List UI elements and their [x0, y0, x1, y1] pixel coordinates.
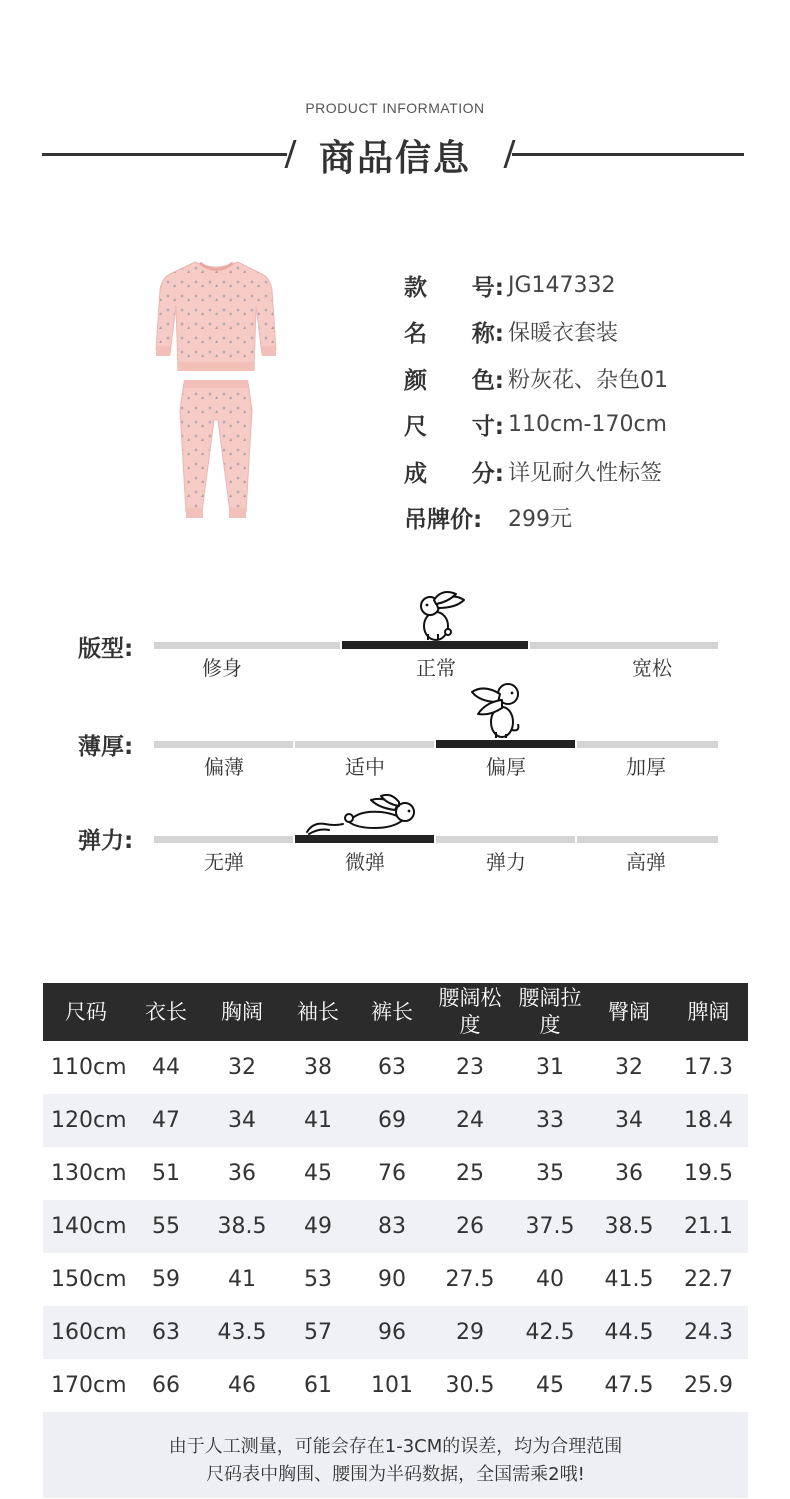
- measurement-cell: 41: [281, 1094, 355, 1147]
- measurement-cell: 27.5: [445, 1267, 495, 1292]
- size-cell: 160cm: [43, 1306, 129, 1359]
- measurement-cell: 24: [429, 1094, 511, 1147]
- measurement-cell: 69: [355, 1094, 429, 1147]
- product-image: [150, 250, 282, 530]
- size-table: [43, 983, 748, 1412]
- measurement-cell: 66: [152, 1373, 180, 1398]
- size-cell: 110cm: [51, 1055, 127, 1080]
- page-title: 商品信息: [318, 138, 471, 179]
- scale-track-elasticity: [154, 836, 718, 843]
- info-value: JG147332: [508, 272, 616, 298]
- size-cell: 170cm: [51, 1373, 127, 1398]
- info-value: 详见耐久性标签: [508, 460, 663, 486]
- measurement-cell: 26: [429, 1200, 511, 1253]
- scale-segment: [530, 642, 718, 649]
- measurement-cell: 45: [304, 1161, 332, 1186]
- measurement-cell: 36: [615, 1161, 643, 1186]
- scale-option: 修身: [202, 656, 242, 680]
- measurement-cell: 36: [228, 1161, 256, 1186]
- measurement-cell: 61: [304, 1373, 332, 1398]
- scale-option: 高弹: [626, 850, 666, 874]
- scale-option: 加厚: [626, 755, 666, 779]
- column-header: 袖长: [281, 983, 355, 1041]
- measurement-cell: 41.5: [604, 1267, 654, 1292]
- scale-option: 弹力: [486, 850, 526, 874]
- header-rule-right: [512, 153, 744, 156]
- info-value: 保暖衣套装: [508, 321, 619, 347]
- measurement-cell: 96: [355, 1306, 429, 1359]
- scale-segment: [295, 741, 434, 748]
- scale-track-thickness: [154, 741, 718, 748]
- scale-segment: [577, 836, 718, 843]
- measurement-cell: 76: [378, 1161, 406, 1186]
- measurement-cell: 101: [371, 1373, 413, 1398]
- measurement-cell: 44: [152, 1055, 180, 1080]
- size-cell: 150cm: [51, 1267, 127, 1292]
- column-header: 衣长: [129, 983, 203, 1041]
- scale-option: 宽松: [632, 656, 672, 680]
- measurement-cell: 47.5: [604, 1373, 654, 1398]
- measurement-cell: 63: [378, 1055, 406, 1080]
- measurement-cell: 19.5: [684, 1161, 733, 1186]
- scale-option: 正常: [416, 656, 456, 680]
- measurement-cell: 32: [615, 1055, 643, 1080]
- measurement-cell: 37.5: [511, 1200, 589, 1253]
- measurement-cell: 32: [228, 1055, 256, 1080]
- measurement-note: [43, 1412, 748, 1498]
- scale-option: 偏厚: [486, 755, 526, 779]
- measurement-cell: 41: [228, 1267, 256, 1292]
- measurement-cell: 40: [536, 1267, 564, 1292]
- column-header: 腰阔松度: [429, 983, 511, 1041]
- info-key: 尺 寸:: [404, 414, 504, 441]
- measurement-cell: 57: [281, 1306, 355, 1359]
- scale-segment: [154, 642, 340, 649]
- scale-segment-selected: [436, 740, 575, 748]
- info-row-style-no: [404, 262, 774, 309]
- measurement-cell: 18.4: [669, 1094, 748, 1147]
- measurement-cell: 35: [536, 1161, 564, 1186]
- size-table-header: [43, 983, 748, 1041]
- header-subtitle: PRODUCT INFORMATION: [305, 100, 485, 116]
- info-row-composition: [404, 448, 774, 495]
- measurement-cell: 33: [511, 1094, 589, 1147]
- scale-label-thickness: 薄厚:: [78, 734, 134, 760]
- size-cell: 120cm: [43, 1094, 129, 1147]
- column-header: 裤长: [355, 983, 429, 1041]
- header-rule-left: [42, 153, 287, 156]
- measurement-cell: 51: [152, 1161, 180, 1186]
- measurement-cell: 59: [152, 1267, 180, 1292]
- measurement-cell: 22.7: [684, 1267, 733, 1292]
- measurement-cell: 63: [129, 1306, 203, 1359]
- table-row: [43, 1253, 748, 1306]
- scale-segment-selected: [295, 835, 434, 843]
- measurement-cell: 25: [456, 1161, 484, 1186]
- measurement-cell: 42.5: [511, 1306, 589, 1359]
- column-header: 臀阔: [589, 983, 669, 1041]
- measurement-cell: 45: [536, 1373, 564, 1398]
- measurement-cell: 46: [228, 1373, 256, 1398]
- measurement-cell: 53: [304, 1267, 332, 1292]
- table-row: [43, 1359, 748, 1412]
- size-cell: 140cm: [43, 1200, 129, 1253]
- measurement-cell: 38.5: [589, 1200, 669, 1253]
- table-row: [43, 1147, 748, 1200]
- scale-option: 微弹: [345, 850, 385, 874]
- measurement-cell: 30.5: [445, 1373, 495, 1398]
- column-header: 胸阔: [203, 983, 281, 1041]
- info-key: 颜 色:: [404, 367, 504, 394]
- measurement-cell: 23: [456, 1055, 484, 1080]
- measurement-cell: 25.9: [684, 1373, 733, 1398]
- product-info-list: [404, 262, 774, 541]
- scale-label-fit: 版型:: [78, 636, 134, 662]
- info-value: 110cm-170cm: [508, 412, 667, 438]
- measurement-cell: 34: [589, 1094, 669, 1147]
- column-header: 腰阔拉度: [511, 983, 589, 1041]
- table-row: [43, 1094, 748, 1147]
- info-row-color: [404, 355, 774, 402]
- bunny-standing-icon: [468, 680, 526, 740]
- measurement-cell: 17.3: [684, 1055, 733, 1080]
- bunny-leaping-icon: [305, 794, 423, 836]
- measurement-cell: 43.5: [203, 1306, 281, 1359]
- scale-segment: [436, 836, 575, 843]
- info-value: 299元: [508, 507, 572, 533]
- measurement-cell: 24.3: [669, 1306, 748, 1359]
- bunny-sitting-icon: [412, 590, 468, 644]
- size-cell: 130cm: [51, 1161, 127, 1186]
- measurement-cell: 31: [536, 1055, 564, 1080]
- scale-option: 偏薄: [204, 755, 244, 779]
- info-key: 吊牌价:: [404, 507, 483, 534]
- scale-segment: [577, 741, 718, 748]
- table-row: [43, 1200, 748, 1253]
- info-key: 款 号:: [404, 274, 504, 301]
- scale-segment: [154, 836, 293, 843]
- info-row-name: [404, 309, 774, 356]
- column-header: 脾阔: [669, 983, 748, 1041]
- column-header: 尺码: [43, 983, 129, 1041]
- measurement-cell: 34: [203, 1094, 281, 1147]
- measurement-cell: 29: [429, 1306, 511, 1359]
- table-row: [43, 1306, 748, 1359]
- scale-segment: [154, 741, 293, 748]
- info-key: 成 分:: [404, 460, 504, 487]
- measurement-cell: 55: [129, 1200, 203, 1253]
- table-row: [43, 1041, 748, 1094]
- measurement-cell: 47: [129, 1094, 203, 1147]
- info-row-price: [404, 495, 774, 542]
- note-line: 尺码表中胸围、腰围为半码数据，全国需乘2哦!: [206, 1464, 585, 1485]
- measurement-cell: 90: [378, 1267, 406, 1292]
- scale-label-elasticity: 弹力:: [78, 828, 134, 854]
- measurement-cell: 38.5: [203, 1200, 281, 1253]
- measurement-cell: 83: [355, 1200, 429, 1253]
- info-value: 粉灰花、杂色01: [508, 367, 668, 393]
- info-row-size: [404, 402, 774, 449]
- info-key: 名 称:: [404, 321, 504, 348]
- scale-option: 无弹: [204, 850, 244, 874]
- measurement-cell: 38: [304, 1055, 332, 1080]
- measurement-cell: 44.5: [589, 1306, 669, 1359]
- measurement-cell: 49: [281, 1200, 355, 1253]
- scale-option: 适中: [345, 755, 385, 779]
- note-line: 由于人工测量，可能会存在1-3CM的误差，均为合理范围: [168, 1436, 623, 1457]
- measurement-cell: 21.1: [669, 1200, 748, 1253]
